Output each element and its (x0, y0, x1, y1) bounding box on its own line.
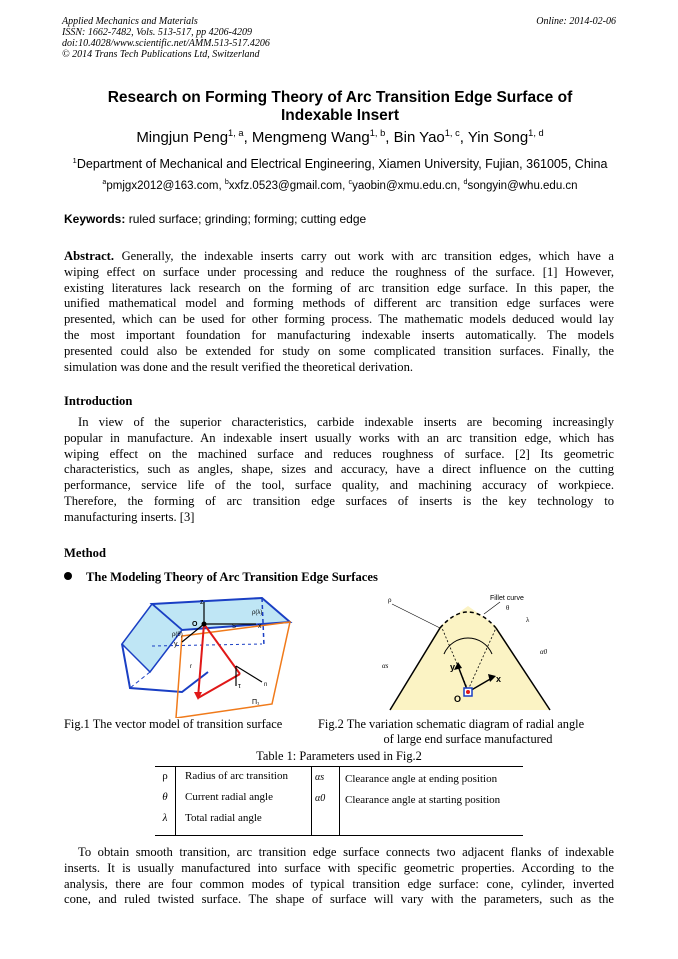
intro-heading: Introduction (64, 394, 133, 408)
label-n: n (264, 682, 268, 688)
table-description: Current radial angle (185, 791, 273, 803)
label-p-lambda: ρ(λ) (252, 610, 263, 616)
journal-name: Applied Mechanics and Materials (62, 16, 198, 27)
parameters-table (155, 766, 523, 836)
email[interactable]: $^a$pmjgx2012@163.com (102, 178, 219, 192)
email[interactable]: $^b$xxfz.0523@gmail.com (224, 178, 343, 192)
title-line-1: Research on Forming Theory of Arc Transition Edge Surface of (107, 89, 573, 106)
leader-line (392, 604, 440, 628)
label-o: O (454, 694, 462, 704)
label-theta: θ (506, 604, 510, 612)
vector-r (198, 624, 204, 698)
affiliation: $^1$Department of Mechanical and Electrical Engineering, Xiamen University, Fujian, 361005, China (72, 156, 608, 172)
keywords (64, 212, 366, 226)
issn: ISSN: 1662-7482, Vols. 513-517, pp 4206-4209 (62, 27, 252, 38)
body-paragraph: To obtain smooth transition, arc transition edge surface connects two adjacent flanks of indexable inserts. It is usually manufactured into surface with specific geometric properties. According to the analysis, there are four common modes of typical transition edge surface: cone, cylinder, inverted cone, and ruled twisted surface. The shape of surface will vary with the parameters, such as the (64, 845, 614, 907)
label-x: x (496, 674, 502, 684)
table-description: Radius of arc transition (185, 770, 288, 782)
table-symbol: λ (162, 812, 168, 824)
label-r: r (190, 664, 192, 670)
intro-paragraph: In view of the superior characteristics, carbide indexable inserts are becoming increasingly popular in manufacture. An indexable insert usually works with an arc transition edge, which has wiping effect on the machined surface and reduces roughness of surface. [2] Its geometric characteristics, such as angles, shape, sizes and accuracy, have a direct influence on the cutting performance, service life of the tool, surface quality, and machining accuracy of workpiece. Therefore, the forming of arc transition edge surfaces of inserts is the key technology to manufacturing inserts. [3] (64, 415, 614, 524)
label-y: y (450, 662, 456, 672)
table-description: Total radial angle (185, 812, 262, 824)
copyright: © 2014 Trans Tech Publications Ltd, Switzerland (62, 49, 260, 60)
table-symbol: ρ (162, 770, 168, 782)
origin-point (466, 690, 470, 694)
origin-point (202, 622, 207, 627)
label-x: x (258, 623, 262, 630)
label-p-theta: ρ(θ) (172, 632, 183, 638)
table-description: Clearance angle at ending position (345, 773, 498, 785)
paper-title (60, 89, 620, 125)
vector-red (198, 674, 240, 698)
table-caption: Table 1: Parameters used in Fig.2 (256, 749, 422, 763)
label-rho: ρ (388, 596, 392, 604)
label-tau: τ (238, 683, 241, 690)
label-alpha-s: αs (382, 662, 389, 670)
keywords-text: ruled surface; grinding; forming; cutting edge (128, 212, 367, 226)
email[interactable]: $^c$yaobin@xmu.edu.cn (348, 178, 458, 192)
label-fillet: Fillet curve (490, 595, 524, 602)
label-o: O (192, 621, 198, 628)
doi: doi:10.4028/www.scientific.net/AMM.513-517.4206 (62, 38, 270, 49)
table-symbol: α0 (315, 793, 326, 804)
table-symbol: θ (162, 791, 168, 803)
author: Yin Song$^{1, d}$ (467, 128, 544, 146)
title-line-2: Indexable Insert (280, 107, 399, 124)
label-alpha-0: α0 (540, 648, 548, 656)
plane-pi1 (176, 622, 290, 718)
table-description: Clearance angle at starting position (345, 794, 501, 806)
leader-line (484, 602, 500, 614)
author-list: Mingjun Peng$^{1, a}$, Mengmeng Wang$^{1, b}$, Bin Yao$^{1, c}$, Yin Song$^{1, d}$ (136, 128, 544, 146)
author: Mengmeng Wang$^{1, b}$ (251, 128, 386, 146)
method-heading: Method (64, 546, 106, 560)
email[interactable]: $^d$songyin@whu.edu.cn (463, 178, 578, 192)
figure-1-vector-model (112, 596, 322, 718)
figure-2-radial-angle (380, 592, 560, 716)
label-y: y (174, 641, 178, 648)
abstract-label: Abstract. (64, 249, 115, 263)
figure-1-caption: Fig.1 The vector model of transition surface (64, 717, 283, 731)
author: Bin Yao$^{1, c}$ (393, 128, 460, 146)
label-pi1: Π₁ (252, 699, 260, 706)
online-date: Online: 2014-02-06 (536, 16, 616, 27)
prism-hidden-edge (130, 672, 150, 688)
label-z: z (200, 599, 204, 606)
label-s: S (232, 624, 237, 630)
journal-header (62, 16, 270, 60)
bullet-heading: The Modeling Theory of Arc Transition Edge Surfaces (64, 570, 378, 585)
label-lambda: λ (526, 616, 530, 624)
bullet-icon (64, 572, 72, 580)
table-symbol: αs (315, 772, 325, 783)
keywords-label: Keywords: (64, 212, 126, 226)
email-list: $^a$pmjgx2012@163.com, $^b$xxfz.0523@gmail.com, $^c$yaobin@xmu.edu.cn, $^d$songyin@whu.edu.cn (102, 178, 578, 192)
figure-2-caption: Fig.2 The variation schematic diagram of radial angle of large end surface manufactured (318, 717, 585, 746)
abstract: Abstract. Generally, the indexable inserts carry out work with arc transition edges, which have a wiping effect on surface under processing and reduce the roughness of the surface. [1] However, existing literatures lack research on the forming of arc transition edge surface. In this paper, the unified mathematical model and forming methods of different arc transition edge surfaces were presented, which can be used for other forming process. The mathematic models deduced would lay the most important foundation for manufacturing indexable inserts automatically. The models presented could also be extended for study on some complicated transition surfaces. Finally, the simulation was done and the result verified the theoretical derivation. (64, 249, 614, 374)
author: Mingjun Peng$^{1, a}$ (136, 128, 244, 146)
